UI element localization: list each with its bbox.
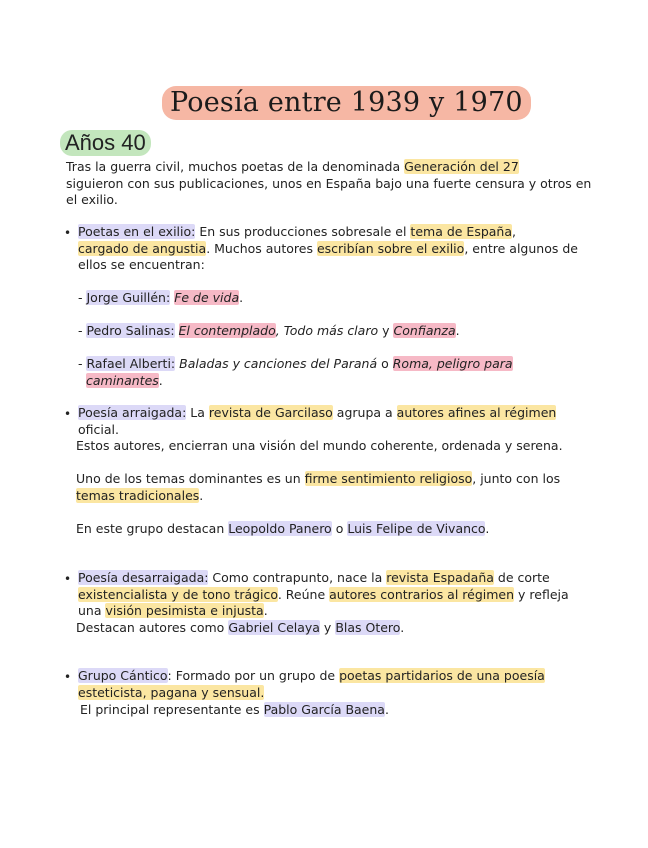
highlight-exilio: escribían sobre el exilio [316, 240, 465, 256]
text: y [319, 620, 336, 635]
label-cantico: Grupo Cántico [78, 668, 168, 683]
work-title: caminantes [86, 372, 159, 388]
text: . [239, 290, 244, 305]
text: . Muchos autores [206, 240, 317, 256]
text: de corte [493, 570, 550, 585]
intro-text-2: siguieron con sus publicaciones, unos en España bajo una fuerte censura y otros en el exilio. [66, 175, 592, 207]
text: y [378, 323, 394, 338]
author-name: Pedro Salinas: [86, 323, 175, 338]
highlight-generacion-27: Generación del 27 [404, 159, 519, 174]
text: : Formado por un grupo de [167, 668, 340, 683]
text: agrupa a [332, 405, 397, 420]
author-name: Blas Otero [335, 620, 401, 635]
author-name: Luis Felipe de Vivanco [347, 521, 486, 536]
text: . Reúne [277, 586, 330, 602]
author-salinas [78, 323, 618, 340]
cantico-paragraph [78, 668, 598, 701]
dash: - [78, 290, 87, 305]
label-arraigada: Poesía arraigada: [78, 405, 187, 420]
bullet-icon: • [64, 407, 72, 421]
highlight-tema-espana: tema de España [410, 224, 513, 239]
author-alberti [78, 356, 548, 389]
text: . [384, 702, 389, 717]
section-heading: Años 40 [60, 130, 151, 156]
text: Como contrapunto, nace la [208, 570, 387, 585]
text: o [331, 521, 348, 536]
highlight-afines: autores afines al régimen [396, 405, 557, 420]
highlight-garcilaso: revista de Garcilaso [208, 405, 333, 420]
highlight-angustia: cargado de angustia [78, 240, 207, 256]
author-name: Rafael Alberti: [86, 356, 176, 371]
space [175, 323, 179, 338]
text: El principal representante es [80, 702, 264, 717]
cantico-representative [80, 702, 620, 719]
text: En este grupo destacan [76, 521, 229, 536]
text: y refleja [514, 586, 569, 602]
dash: - [78, 356, 87, 371]
highlight-tradicionales: temas tradicionales [76, 487, 200, 503]
author-name: Jorge Guillén: [86, 290, 171, 305]
text: . [485, 521, 490, 536]
highlight-religioso: firme sentimiento religioso [304, 471, 473, 486]
text: Uno de los temas dominantes es un [76, 471, 305, 486]
highlight-pesimista: visión pesimista e injusta [105, 603, 264, 618]
text: La [186, 405, 209, 420]
text: En sus producciones sobresale el [195, 224, 411, 239]
work-title: , Todo más claro [275, 323, 379, 338]
desarraigada-authors [76, 620, 616, 637]
bullet-icon: • [64, 226, 72, 240]
dash: - [78, 323, 87, 338]
highlight-partidarios: poetas partidarios de una poesía [339, 668, 545, 683]
bullet-icon: • [64, 572, 72, 586]
bullet-icon: • [64, 670, 72, 684]
work-title: El contemplado [178, 323, 276, 338]
label-exilio: Poetas en el exilio: [78, 224, 196, 239]
desarraigada-paragraph [78, 570, 598, 620]
arraigada-line2: Estos autores, encierran una visión del mundo coherente, ordenada y serena. [76, 438, 563, 453]
arraigada-paragraph-2 [76, 471, 576, 504]
text: . [158, 372, 163, 388]
text: , junto con los [472, 471, 561, 486]
highlight-esteticista: esteticista, pagana y sensual. [78, 684, 265, 700]
work-title: Roma, peligro para [392, 356, 513, 371]
text: . [400, 620, 405, 635]
author-guillen [78, 290, 618, 307]
text: oficial. [78, 421, 119, 437]
text: Destacan autores como [76, 620, 229, 635]
author-name: Leopoldo Panero [228, 521, 332, 536]
text: . [263, 603, 268, 618]
work-title: Fe de vida [174, 290, 240, 305]
highlight-contrarios: autores contrarios al régimen [329, 586, 515, 602]
text: , [512, 224, 516, 239]
highlight-espadana: revista Espadaña [386, 570, 494, 585]
intro-text: Tras la guerra civil, muchos poetas de la denominada [66, 159, 405, 174]
intro-paragraph [66, 159, 606, 209]
author-name: Gabriel Celaya [228, 620, 320, 635]
arraigada-paragraph [78, 405, 598, 438]
text: una [78, 603, 106, 618]
text: . [199, 487, 204, 503]
text: , entre algunos de ellos se encuentran: [78, 240, 578, 272]
work-title: Baladas y canciones del Paraná [175, 356, 378, 371]
text: . [455, 323, 460, 338]
work-title: Confianza [393, 323, 456, 338]
text: o [377, 356, 393, 371]
label-desarraigada: Poesía desarraigada: [78, 570, 209, 585]
exilio-paragraph [78, 224, 598, 274]
arraigada-paragraph-3 [76, 521, 616, 538]
author-name: Pablo García Baena [263, 702, 385, 717]
page-title: Poesía entre 1939 y 1970 [162, 86, 531, 120]
highlight-existencialista: existencialista y de tono trágico [78, 586, 278, 602]
